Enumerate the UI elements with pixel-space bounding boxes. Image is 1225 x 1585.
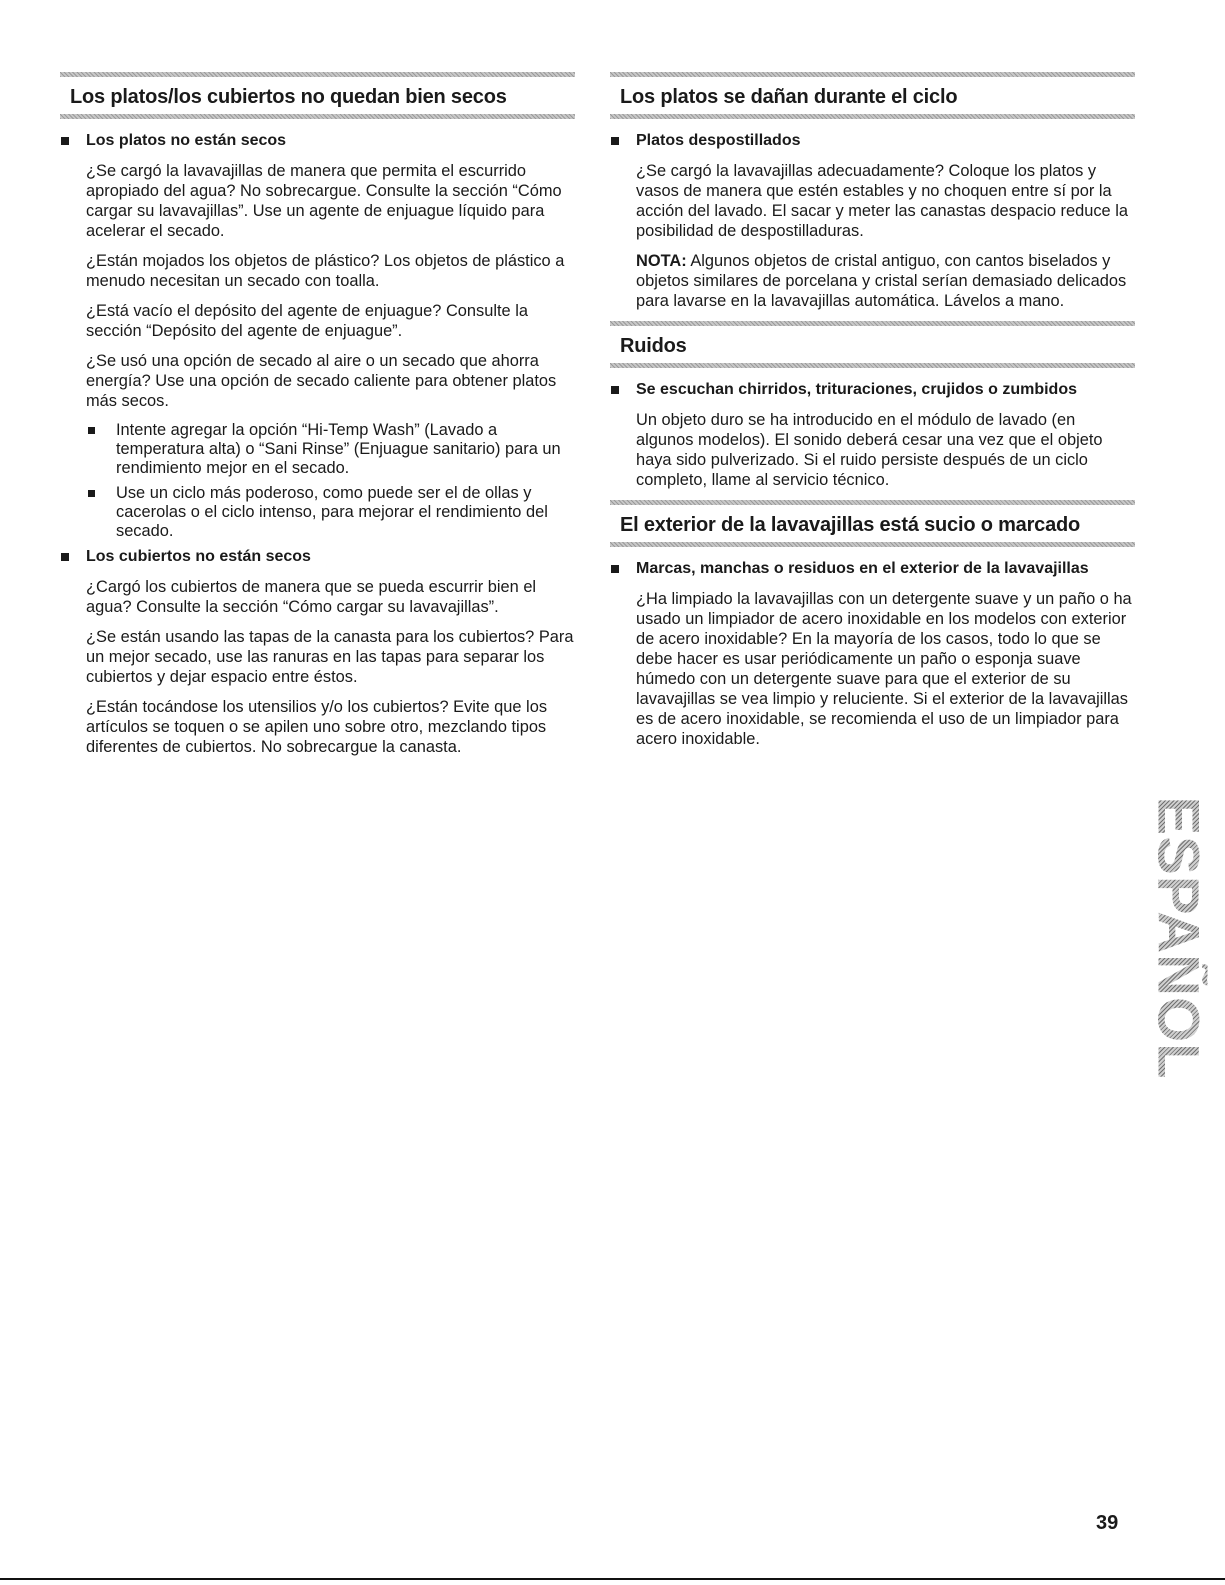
section-header [610,72,1135,119]
section-title: Los platos/los cubiertos no quedan bien secos [70,86,507,108]
bottom-rule [0,1578,1225,1580]
list-item [610,559,1135,749]
list-item [60,131,575,541]
sub-item-text: Intente agregar la opción “Hi-Temp Wash” (Lavado a temperatura alta) o “Sani Rinse” (Enjuague sanitario) para un rendimiento mejor en el secado. [116,421,561,477]
note-paragraph [636,251,1135,311]
section-header [60,72,575,119]
item-title: Los cubiertos no están secos [86,548,311,565]
paragraph: ¿Se usó una opción de secado al aire o un secado que ahorra energía? Use una opción de secado caliente para obtener platos más secos. [86,352,557,410]
paragraph: Un objeto duro se ha introducido en el módulo de lavado (en algunos modelos). El sonido deberá cesar una vez que el objeto haya sido pulverizado. Si el ruido persiste después de un ciclo completo, llame al servicio técnico. [636,411,1103,489]
note-text: Algunos objetos de cristal antiguo, con cantos biselados y objetos similares de porcelana y cristal serían demasiado delicados para lavarse en la lavavajillas automática. Lávelos a mano. [636,252,1127,310]
sub-list-item [86,421,575,478]
paragraph: ¿Se están usando las tapas de la canasta para los cubiertos? Para un mejor secado, use las ranuras en las tapas para separar los cubiertos y dejar espacio entre éstos. [86,628,574,686]
bullet-square-icon [61,137,69,145]
note-label: NOTA: [636,252,687,270]
page-number: 39 [1096,1512,1119,1534]
language-tab-label: ESPAÑOL [1146,796,1212,1080]
section-header [610,500,1135,547]
section-title: Los platos se dañan durante el ciclo [620,86,958,108]
section-rule-bottom [610,542,1135,547]
right-column [610,72,1135,759]
section-header [610,321,1135,368]
paragraph: ¿Ha limpiado la lavavajillas con un detergente suave y un paño o ha usado un limpiador de acero inoxidable en los modelos con exterior de acero inoxidable? En la mayoría de los casos, todo lo que se debe hacer es usar periódicamente un paño o esponja suave húmedo con un detergente suave para que el exterior de su lavavajillas se vea limpio y reluciente. Si el exterior de la lavavajillas es de acero inoxidable, se recomienda el uso de un limpiador para acero inoxidable. [636,590,1132,748]
bullet-square-icon [611,565,619,573]
section-rule-bottom [610,114,1135,119]
list-item [610,380,1135,490]
language-side-tab [1146,796,1212,1080]
sub-list-item [86,484,575,541]
item-title: Los platos no están secos [86,132,287,149]
bullet-square-icon [611,137,619,145]
bullet-square-icon [88,490,95,497]
list-item [610,131,1135,311]
item-title: Se escuchan chirridos, trituraciones, crujidos o zumbidos [636,381,1077,398]
bullet-square-icon [611,386,619,394]
left-column [60,72,575,767]
section-rule-bottom [60,114,575,119]
sub-item-text: Use un ciclo más poderoso, como puede ser el de ollas y cacerolas o el ciclo intenso, para mejorar el rendimiento del secado. [116,484,548,540]
section-title: Ruidos [620,335,687,357]
paragraph: ¿Se cargó la lavavajillas adecuadamente? Coloque los platos y vasos de manera que estén estables y no choquen entre sí por la acción del lavado. El sacar y meter las canastas despacio reduce la posibilidad de despostilladuras. [636,162,1128,240]
paragraph: ¿Están mojados los objetos de plástico? Los objetos de plástico a menudo necesitan un secado con toalla. [86,252,565,290]
paragraph: ¿Se cargó la lavavajillas de manera que permita el escurrido apropiado del agua? No sobrecargue. Consulte la sección “Cómo cargar su lavavajillas”. Use un agente de enjuague líquido para acelerar el secado. [86,162,562,240]
paragraph: ¿Cargó los cubiertos de manera que se pueda escurrir bien el agua? Consulte la sección “Cómo cargar su lavavajillas”. [86,578,537,616]
paragraph: ¿Están tocándose los utensilios y/o los cubiertos? Evite que los artículos se toquen o se apilen uno sobre otro, mezclando tipos diferentes de cubiertos. No sobrecargue la canasta. [86,698,548,756]
item-title: Marcas, manchas o residuos en el exterior de la lavavajillas [636,560,1089,577]
section-title: El exterior de la lavavajillas está sucio o marcado [620,514,1081,536]
section-rule-bottom [610,363,1135,368]
paragraph: ¿Está vacío el depósito del agente de enjuague? Consulte la sección “Depósito del agente de enjuague”. [86,302,528,340]
bullet-square-icon [88,427,95,434]
bullet-square-icon [61,553,69,561]
list-item [60,547,575,757]
item-title: Platos despostillados [636,132,801,149]
